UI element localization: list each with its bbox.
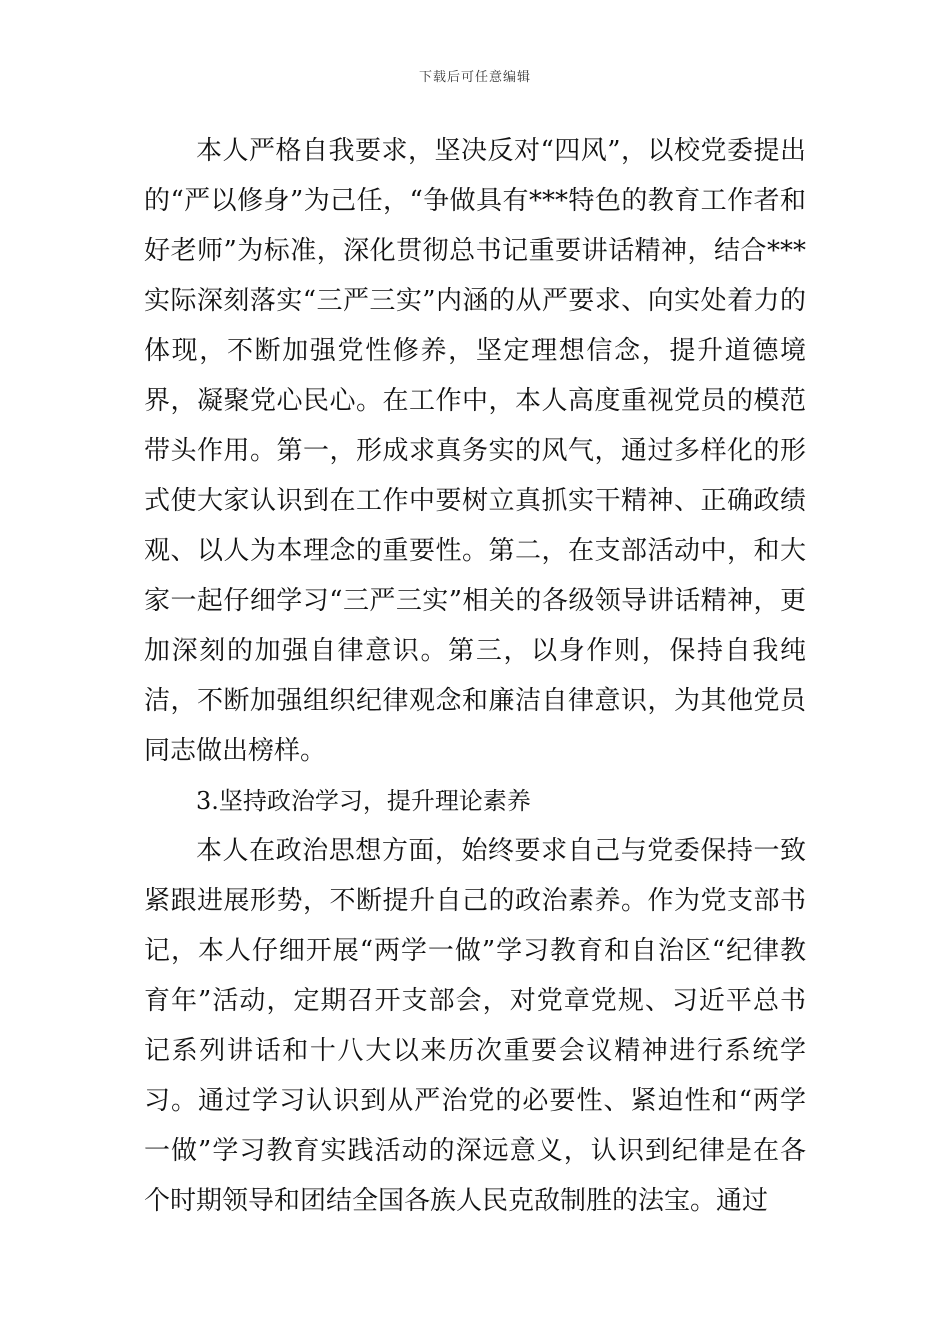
paragraph-political-study: 本人在政治思想方面，始终要求自己与党委保持一致紧跟进展形势，不断提升自己的政治素养。作为党支部书记，本人仔细开展“两学一做”学习教育和自治区“纪律教育年”活动，定期召开支部会，对党章党规、习近平总书记系列讲话和十八大以来历次重要会议精神进行系统学习。通过学习认识到从严治党的必要性、紧迫性和“两学一做”学习教育实践活动的深远意义，认识到纪律是在各个时期领导和团结全国各族人民克敌制胜的法宝。通过 [144,836,806,1216]
page-header-note: 下载后可任意编辑 [418,70,531,85]
section-heading-political-study: 3.坚持政治学习，提升理论素养 [196,787,531,815]
paragraph-self-discipline: 本人严格自我要求，坚决反对“四风”，以校党委提出的“严以修身”为己任，“争做具有***特色的教育工作者和好老师”为标准，深化贯彻总书记重要讲话精神，结合***实际深刻落实“三严三实”内涵的从严要求、向实处着力的体现，不断加强党性修养，坚定理想信念，提升道德境界，凝聚党心民心。在工作中，本人高度重视党员的模范带头作用。第一，形成求真务实的风气，通过多样化的形式使大家认识到在工作中要树立真抓实干精神、正确政绩观、以人为本理念的重要性。第二，在支部活动中，和大家一起仔细学习“三严三实”相关的各级领导讲话精神，更加深刻的加强自律意识。第三，以身作则，保持自我纯洁，不断加强组织纪律观念和廉洁自律意识，为其他党员同志做出榜样。 [144,136,806,766]
document-body [144,126,806,1226]
